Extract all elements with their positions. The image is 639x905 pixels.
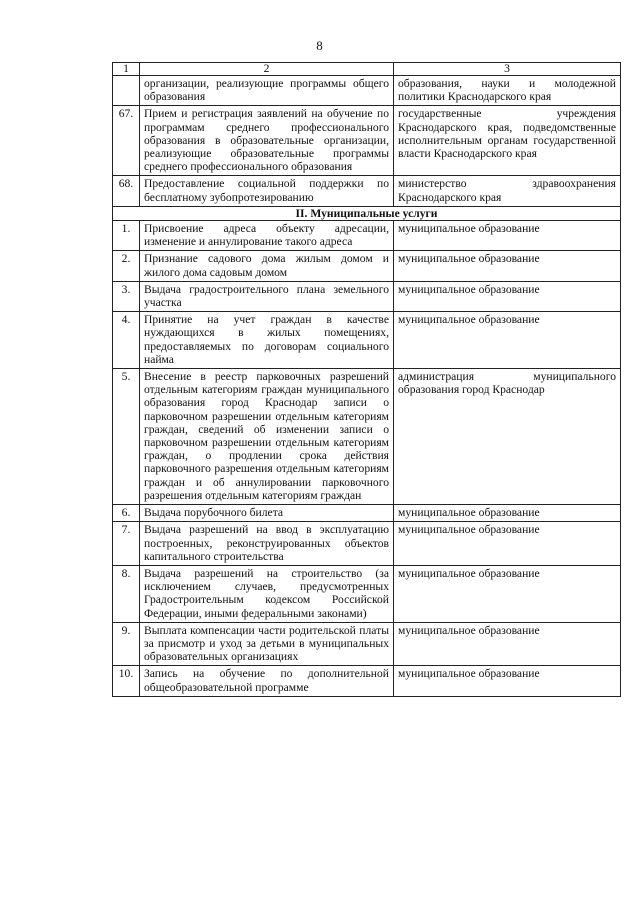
service-name: Предоставление социальной поддержки по бесплатному зубопротезированию — [140, 176, 394, 206]
table-row — [113, 106, 621, 176]
table-header-row — [113, 63, 621, 76]
service-name: Запись на обучение по дополнительной общеобразовательной программе — [140, 666, 394, 696]
service-provider: муниципальное образование — [394, 666, 621, 696]
row-number: 68. — [113, 176, 140, 206]
service-name: Выдача разрешений на ввод в эксплуатацию построенных, реконструированных объектов капитального строительства — [140, 522, 394, 566]
service-provider: муниципальное образование — [394, 281, 621, 311]
service-provider: муниципальное образование — [394, 251, 621, 281]
service-name: Выплата компенсации части родительской платы за присмотр и уход за детьми в муниципальных образовательных организациях — [140, 622, 394, 666]
row-number: 10. — [113, 666, 140, 696]
service-provider: муниципальное образование — [394, 565, 621, 622]
service-name: Выдача градостроительного плана земельного участка — [140, 281, 394, 311]
service-name: Принятие на учет граждан в качестве нуждающихся в жилых помещениях, предоставляемых по договорам социального найма — [140, 312, 394, 369]
service-provider: муниципальное образование — [394, 622, 621, 666]
table-row — [113, 565, 621, 622]
service-provider: министерство здравоохранения Краснодарского края — [394, 176, 621, 206]
row-number: 67. — [113, 106, 140, 176]
row-number: 4. — [113, 312, 140, 369]
service-name: организации, реализующие программы общего образования — [140, 76, 394, 106]
services-table — [112, 62, 621, 697]
row-number — [113, 76, 140, 106]
service-provider: муниципальное образование — [394, 505, 621, 522]
table-row — [113, 251, 621, 281]
table-row — [113, 281, 621, 311]
row-number: 3. — [113, 281, 140, 311]
service-name: Выдача разрешений на строительство (за исключением случаев, предусмотренных Градостроительным кодексом Российской Федерации, иными федеральными законами) — [140, 565, 394, 622]
row-number: 9. — [113, 622, 140, 666]
table-row — [113, 221, 621, 251]
service-name: Признание садового дома жилым домом и жилого дома садовым домом — [140, 251, 394, 281]
service-name: Внесение в реестр парковочных разрешений отдельным категориям граждан муниципального образования город Краснодар записи о парковочном разрешении отдельным категориям граждан, сведений об изменении записи о парковочном разрешении отдельным категориям граждан, о продлении срока действия парковочного разрешения отдельным категориям граждан и об аннулировании парковочного разрешения отдельным категориям граждан — [140, 369, 394, 505]
row-number: 7. — [113, 522, 140, 566]
table-row — [113, 312, 621, 369]
row-number: 1. — [113, 221, 140, 251]
table-row — [113, 622, 621, 666]
service-provider: образования, науки и молодежной политики Краснодарского края — [394, 76, 621, 106]
header-col-1: 1 — [113, 63, 140, 76]
service-name: Выдача порубочного билета — [140, 505, 394, 522]
header-col-2: 2 — [140, 63, 394, 76]
service-name: Прием и регистрация заявлений на обучение по программам среднего профессионального образования в образовательные организации, реализующие образовательные программы среднего профессионального образования — [140, 106, 394, 176]
row-number: 8. — [113, 565, 140, 622]
header-col-3: 3 — [394, 63, 621, 76]
table-row — [113, 176, 621, 206]
section-title: II. Муниципальные услуги — [113, 206, 621, 220]
service-name: Присвоение адреса объекту адресации, изменение и аннулирование такого адреса — [140, 221, 394, 251]
table-row — [113, 76, 621, 106]
service-provider: администрация муниципального образования город Краснодар — [394, 369, 621, 505]
page-number: 8 — [316, 38, 323, 53]
table-row — [113, 505, 621, 522]
row-number: 5. — [113, 369, 140, 505]
service-provider: муниципальное образование — [394, 312, 621, 369]
table-row — [113, 666, 621, 696]
row-number: 6. — [113, 505, 140, 522]
row-number: 2. — [113, 251, 140, 281]
table-row — [113, 522, 621, 566]
service-provider: муниципальное образование — [394, 522, 621, 566]
table-row — [113, 369, 621, 505]
service-provider: государственные учреждения Краснодарского края, подведомственные исполнительным органам государственной власти Краснодарского края — [394, 106, 621, 176]
section-header-row — [113, 206, 621, 220]
service-provider: муниципальное образование — [394, 221, 621, 251]
